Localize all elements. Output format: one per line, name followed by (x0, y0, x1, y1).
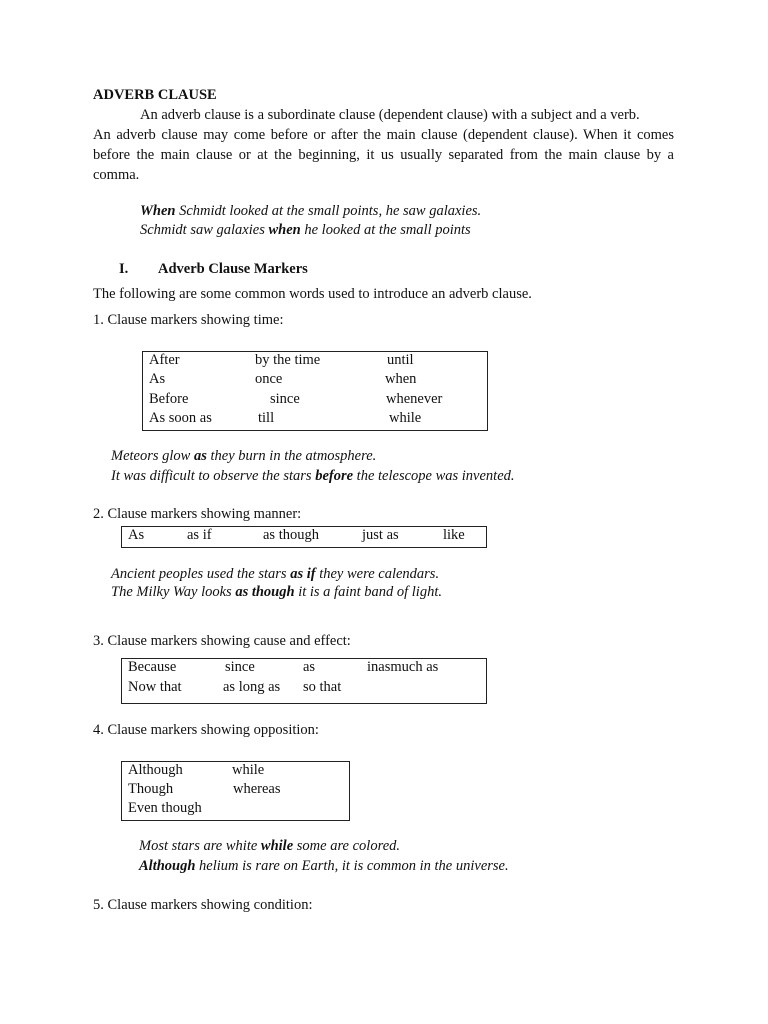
marker: whereas (233, 781, 281, 797)
marker: Though (128, 781, 174, 797)
marker: Now that (128, 679, 182, 695)
item-label-manner: 2. Clause markers showing manner: (93, 506, 302, 522)
marker: As (149, 371, 166, 387)
page-title: ADVERB CLAUSE (93, 87, 217, 103)
marker: Because (128, 659, 177, 675)
intro-example-2: Schmidt saw galaxies when he looked at the small points (140, 222, 471, 238)
opposition-example-2: Although helium is rare on Earth, it is common in the universe. (139, 858, 509, 874)
item-label-condition: 5. Clause markers showing condition: (93, 897, 313, 913)
intro-example-1: When Schmidt looked at the small points, he saw galaxies. (140, 203, 482, 219)
marker: since (270, 391, 300, 407)
manner-markers-box (121, 526, 487, 548)
manner-example-1: Ancient peoples used the stars as if they were calendars. (111, 566, 440, 582)
opposition-markers-box (121, 761, 350, 821)
opposition-example-1: Most stars are white while some are colored. (139, 838, 401, 854)
marker: Before (149, 391, 189, 407)
marker: when (385, 371, 417, 387)
marker: inasmuch as (367, 659, 439, 675)
marker: since (225, 659, 255, 675)
section-title: Adverb Clause Markers (158, 261, 308, 277)
marker: once (255, 371, 283, 387)
time-markers-box (142, 351, 488, 431)
intro-paragraph (93, 85, 674, 185)
intro-text-rest: An adverb clause may come before or after the main clause (dependent clause). When it comes before the main clause or at the beginning, it us usually separated from the main clause by a comma. (93, 127, 674, 183)
item-label-time: 1. Clause markers showing time: (93, 312, 284, 328)
marker: so that (303, 679, 342, 695)
marker: while (232, 762, 265, 778)
marker: as though (263, 527, 319, 543)
manner-example-2: The Milky Way looks as though it is a faint band of light. (111, 584, 442, 600)
intro-text-first: An adverb clause is a subordinate clause (dependent clause) with a subject and a verb. (140, 107, 640, 123)
marker: like (443, 527, 465, 543)
marker: until (387, 352, 414, 368)
marker: just as (362, 527, 399, 543)
item-label-opposition: 4. Clause markers showing opposition: (93, 722, 319, 738)
marker: Even though (128, 800, 202, 816)
marker: as (303, 659, 316, 675)
item-label-cause-effect: 3. Clause markers showing cause and effect: (93, 633, 351, 649)
marker: by the time (255, 352, 321, 368)
time-example-1: Meteors glow as they burn in the atmosphere. (111, 448, 377, 464)
marker: Although (128, 762, 183, 778)
marker: As soon as (149, 410, 212, 426)
marker: as long as (223, 679, 281, 695)
section-intro: The following are some common words used to introduce an adverb clause. (93, 286, 532, 302)
section-number: I. (119, 261, 129, 277)
marker: while (389, 410, 422, 426)
time-example-2: It was difficult to observe the stars before the telescope was invented. (111, 468, 515, 484)
marker: till (258, 410, 275, 426)
marker: whenever (386, 391, 443, 407)
marker: After (149, 352, 180, 368)
marker: As (128, 527, 145, 543)
cause-effect-markers-box (121, 658, 487, 704)
marker: as if (187, 527, 212, 543)
